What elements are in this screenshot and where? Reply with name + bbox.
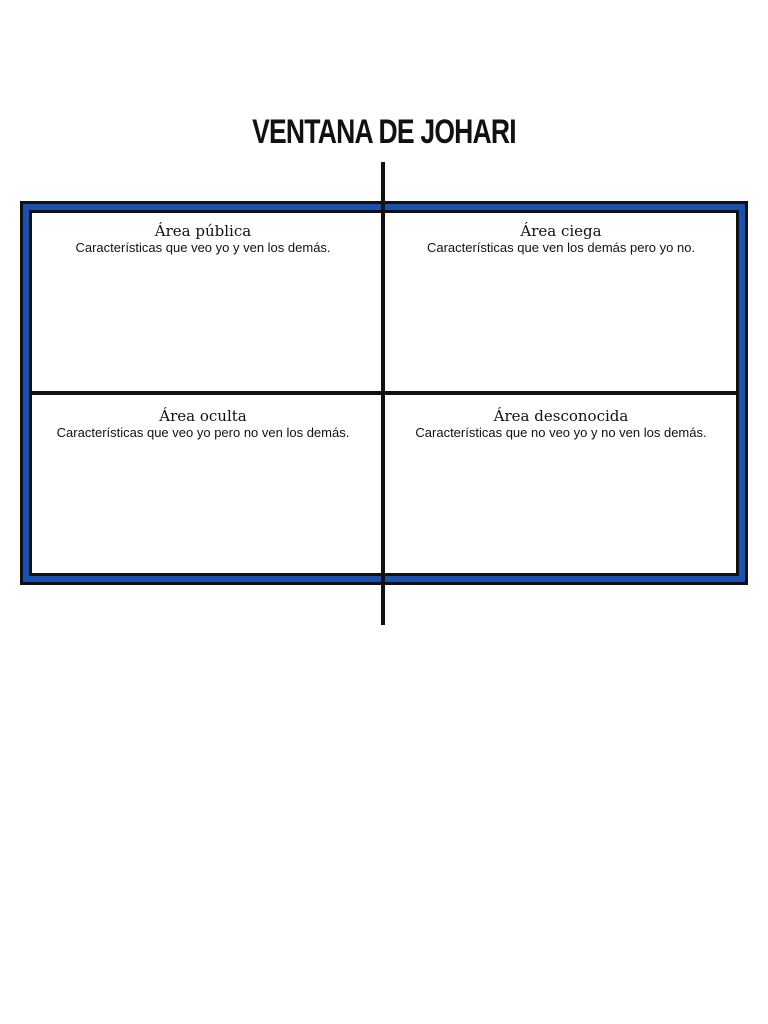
quadrant-public-area (28, 222, 378, 255)
quadrant-hidden-area (28, 407, 378, 440)
vertical-divider (381, 162, 385, 625)
quadrant-blind-area (386, 222, 736, 255)
quadrant-unknown-area (386, 407, 736, 440)
quadrant-description: Características que veo yo pero no ven los demás. (56, 425, 350, 440)
page-title: VENTANA DE JOHARI (252, 113, 516, 151)
quadrant-description: Características que veo yo y ven los demás. (75, 240, 331, 255)
quadrant-title: Área pública (154, 222, 252, 240)
quadrant-title: Área ciega (520, 222, 602, 240)
quadrant-description: Características que ven los demás pero yo no. (426, 240, 696, 255)
quadrant-title: Área desconocida (493, 407, 629, 425)
quadrant-title: Área oculta (159, 407, 247, 425)
quadrant-description: Características que no veo yo y no ven los demás. (415, 425, 707, 440)
